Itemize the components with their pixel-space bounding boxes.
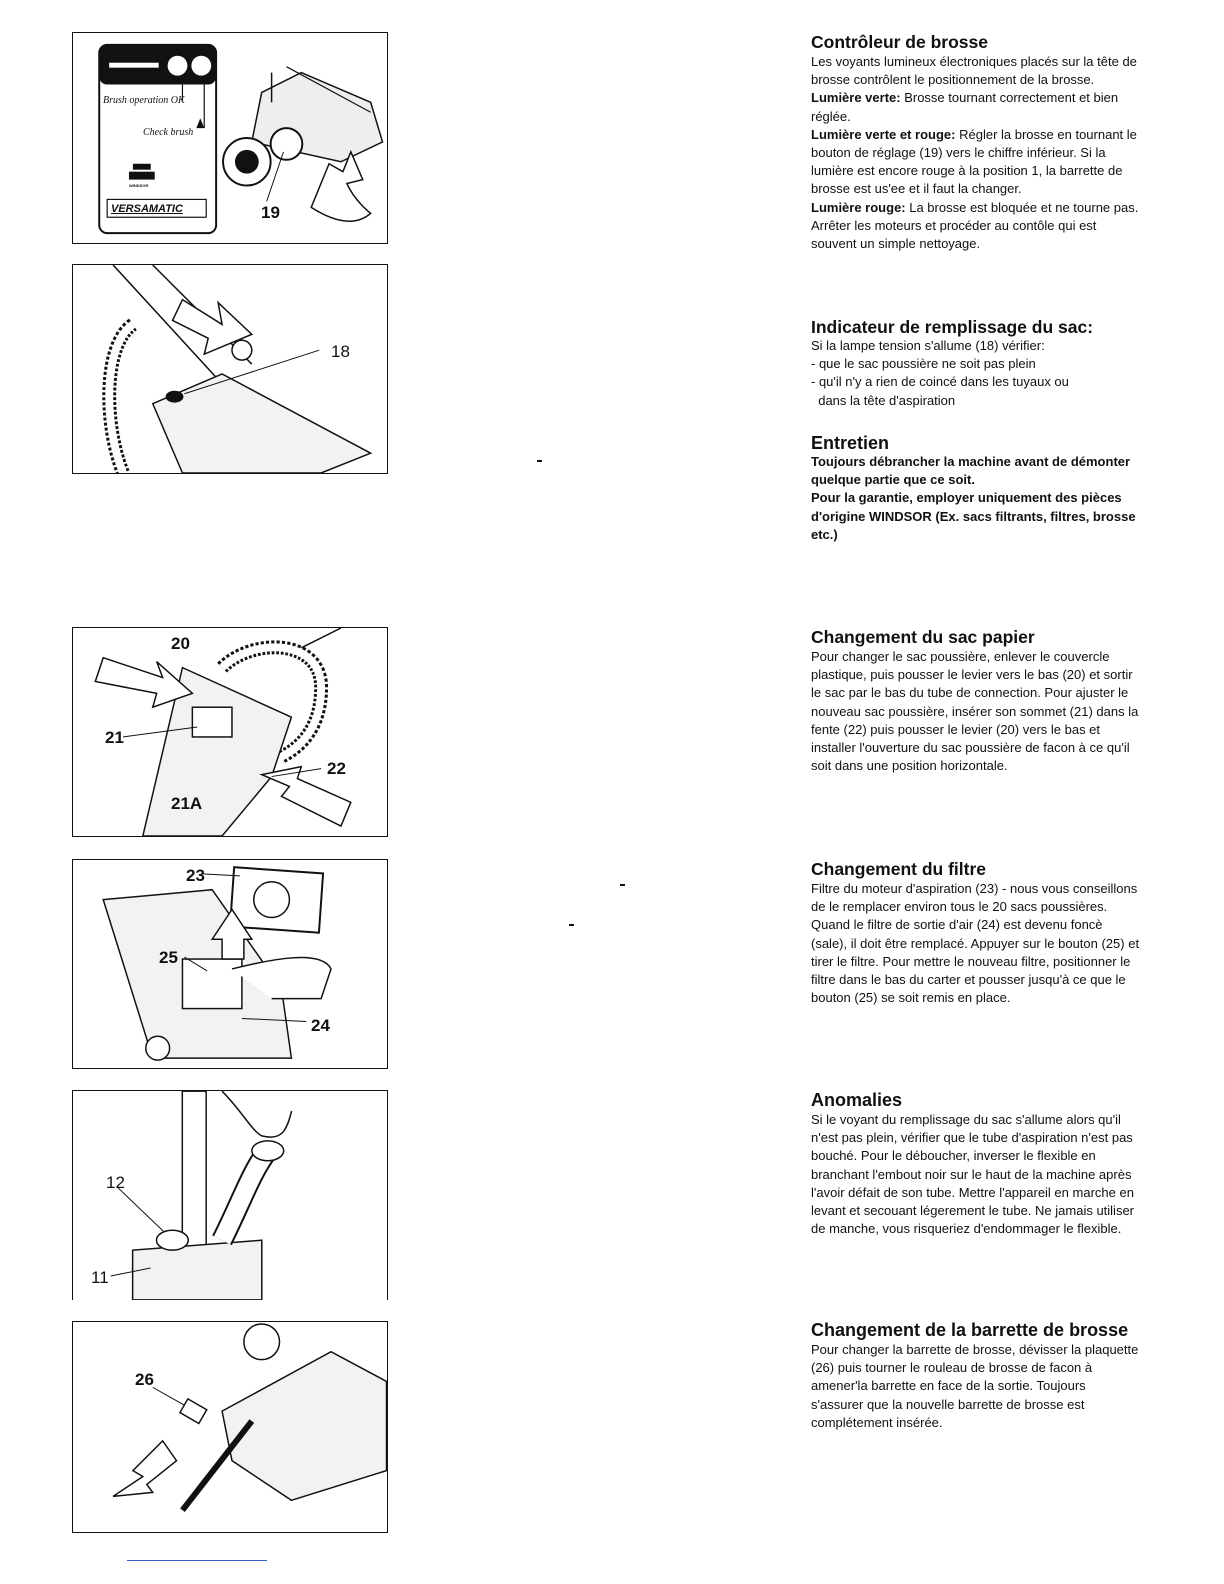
red-light-note: Lumière rouge: La brosse est bloquée et ne tourne pas. Arrêter les moteurs et procéder au contôle qui est souvent un simple nettoyage. xyxy=(811,199,1139,252)
section-title: Anomalies xyxy=(811,1090,903,1110)
hose-unblock-illustration xyxy=(73,1091,387,1300)
callout-23: 23 xyxy=(186,866,205,885)
section-brush-bar xyxy=(811,1320,1141,1432)
section-text: Filtre du moteur d'aspiration (23) - nous vous conseillons de le remplacer environ tous le 20 sacs poussières. Quand le filtre de sortie d'air (24) est devenu foncè (sale), il doit être remplacé. Appuyer sur le bouton (25) et tirer le filtre. Pour mettre le nouveau filtre, positionner le filtre dans le bas du carter et pousser jusqu'à ce que le bouton (25) se soit remis en place. xyxy=(811,881,1140,1006)
stray-mark xyxy=(537,460,542,462)
section-paper-bag xyxy=(811,627,1141,775)
panel-line-ok: Brush operation OK xyxy=(103,95,185,106)
callout-21a: 21A xyxy=(171,794,203,813)
section-filter xyxy=(811,859,1141,1007)
callout-20: 20 xyxy=(171,634,190,653)
section-text: Si le voyant du remplissage du sac s'allume alors qu'il n'est pas plein, vérifier que le tube d'aspiration n'est pas bouché. Pour le déboucher, inverser le flexible en branchant l'embout noir sur le haut de la machine après l'avoir défait de son tube. Mettre l'appareil en marche en levant et secouant légerement le tube. Ne jamais utiliser de manche, vous risqueriez d'endommager le flexible. xyxy=(811,1112,1135,1237)
green-light-note: Lumière verte: Brosse tournant correctement et bien réglée. xyxy=(811,90,1119,124)
green-red-light-note: Lumière verte et rouge: Régler la brosse en tournant le bouton de réglage (19) vers le chiffre inférieur. Si la lumière est encore rouge à la position 1, la barrette de brosse est us'ee et il faut la changer. xyxy=(811,126,1137,197)
figure-bag-indicator xyxy=(72,264,388,474)
versamatic-brand: VERSAMATIC xyxy=(111,203,183,215)
callout-26: 26 xyxy=(135,1370,154,1389)
callout-25: 25 xyxy=(159,948,178,967)
section-brush-controller xyxy=(811,32,1141,253)
section-text: Pour changer la barrette de brosse, dévisser la plaquette (26) puis tourner le rouleau de brosse de facon à amener'la barrette en face de la sortie. Toujours s'assurer que la nouvelle barrette de brosse est complétement insérée. xyxy=(811,1342,1139,1430)
section-title: Contrôleur de brosse xyxy=(811,32,988,52)
section-title: Changement de la barrette de brosse xyxy=(811,1320,1129,1340)
callout-19: 19 xyxy=(261,203,280,222)
indicator-line: dans la tête d'aspiration xyxy=(811,392,956,408)
section-bag-indicator xyxy=(811,317,1141,410)
callout-21: 21 xyxy=(105,728,124,747)
section-text: Pour changer le sac poussière, enlever le couvercle plastique, puis pousser le levier vers le bas (20) et sortir le sac par le bas du tube de connection. Pour ajuster le nouveau sac poussière, insérer son sommet (21) dans la fente (22) puis pousser le levier (20) vers le bas et installer l'ouverture du sac poussière de facon à ce qu'il soit dans une position horizontale. xyxy=(811,649,1139,774)
section-intro: Les voyants lumineux électroniques placés sur la tête de brosse contrôlent le positionnement de la brosse. xyxy=(811,54,1137,88)
brush-bar-illustration xyxy=(73,1322,387,1532)
figure-brush-controller xyxy=(72,32,388,244)
indicator-line: - qu'il n'y a rien de coincé dans les tuyaux ou xyxy=(811,374,1069,390)
indicator-line: Si la lampe tension s'allume (18) vérifier: xyxy=(811,338,1045,353)
section-title: Indicateur de remplissage du sac: xyxy=(811,317,1094,337)
footer-rule xyxy=(127,1560,267,1561)
filter-change-illustration xyxy=(73,860,387,1068)
callout-11: 11 xyxy=(91,1268,109,1287)
callout-18: 18 xyxy=(331,342,350,361)
callout-12: 12 xyxy=(106,1173,125,1192)
stray-mark xyxy=(569,924,574,926)
bag-indicator-illustration xyxy=(73,265,387,473)
callout-24: 24 xyxy=(311,1016,330,1035)
figure-filter-change xyxy=(72,859,388,1069)
indicator-line: - que le sac poussière ne soit pas plein xyxy=(811,356,1036,372)
section-title: Entretien xyxy=(811,433,890,453)
maintenance-warning: Toujours débrancher la machine avant de démonter quelque partie que ce soit. xyxy=(811,454,1131,488)
section-title: Changement du filtre xyxy=(811,859,987,879)
panel-line-check: Check brush xyxy=(143,127,194,138)
windsor-logo: WINDSOR xyxy=(129,183,149,188)
callout-22: 22 xyxy=(327,759,346,778)
figure-brush-bar-change xyxy=(72,1321,388,1533)
section-title: Changement du sac papier xyxy=(811,627,1035,647)
figure-hose-unblock xyxy=(72,1090,388,1300)
figure-bag-change xyxy=(72,627,388,837)
section-anomalies xyxy=(811,1090,1141,1238)
section-maintenance xyxy=(811,433,1141,544)
stray-mark xyxy=(620,884,625,886)
maintenance-warranty: Pour la garantie, employer uniquement des pièces d'origine WINDSOR (Ex. sacs filtrants, filtres, brosse etc.) xyxy=(811,490,1136,542)
